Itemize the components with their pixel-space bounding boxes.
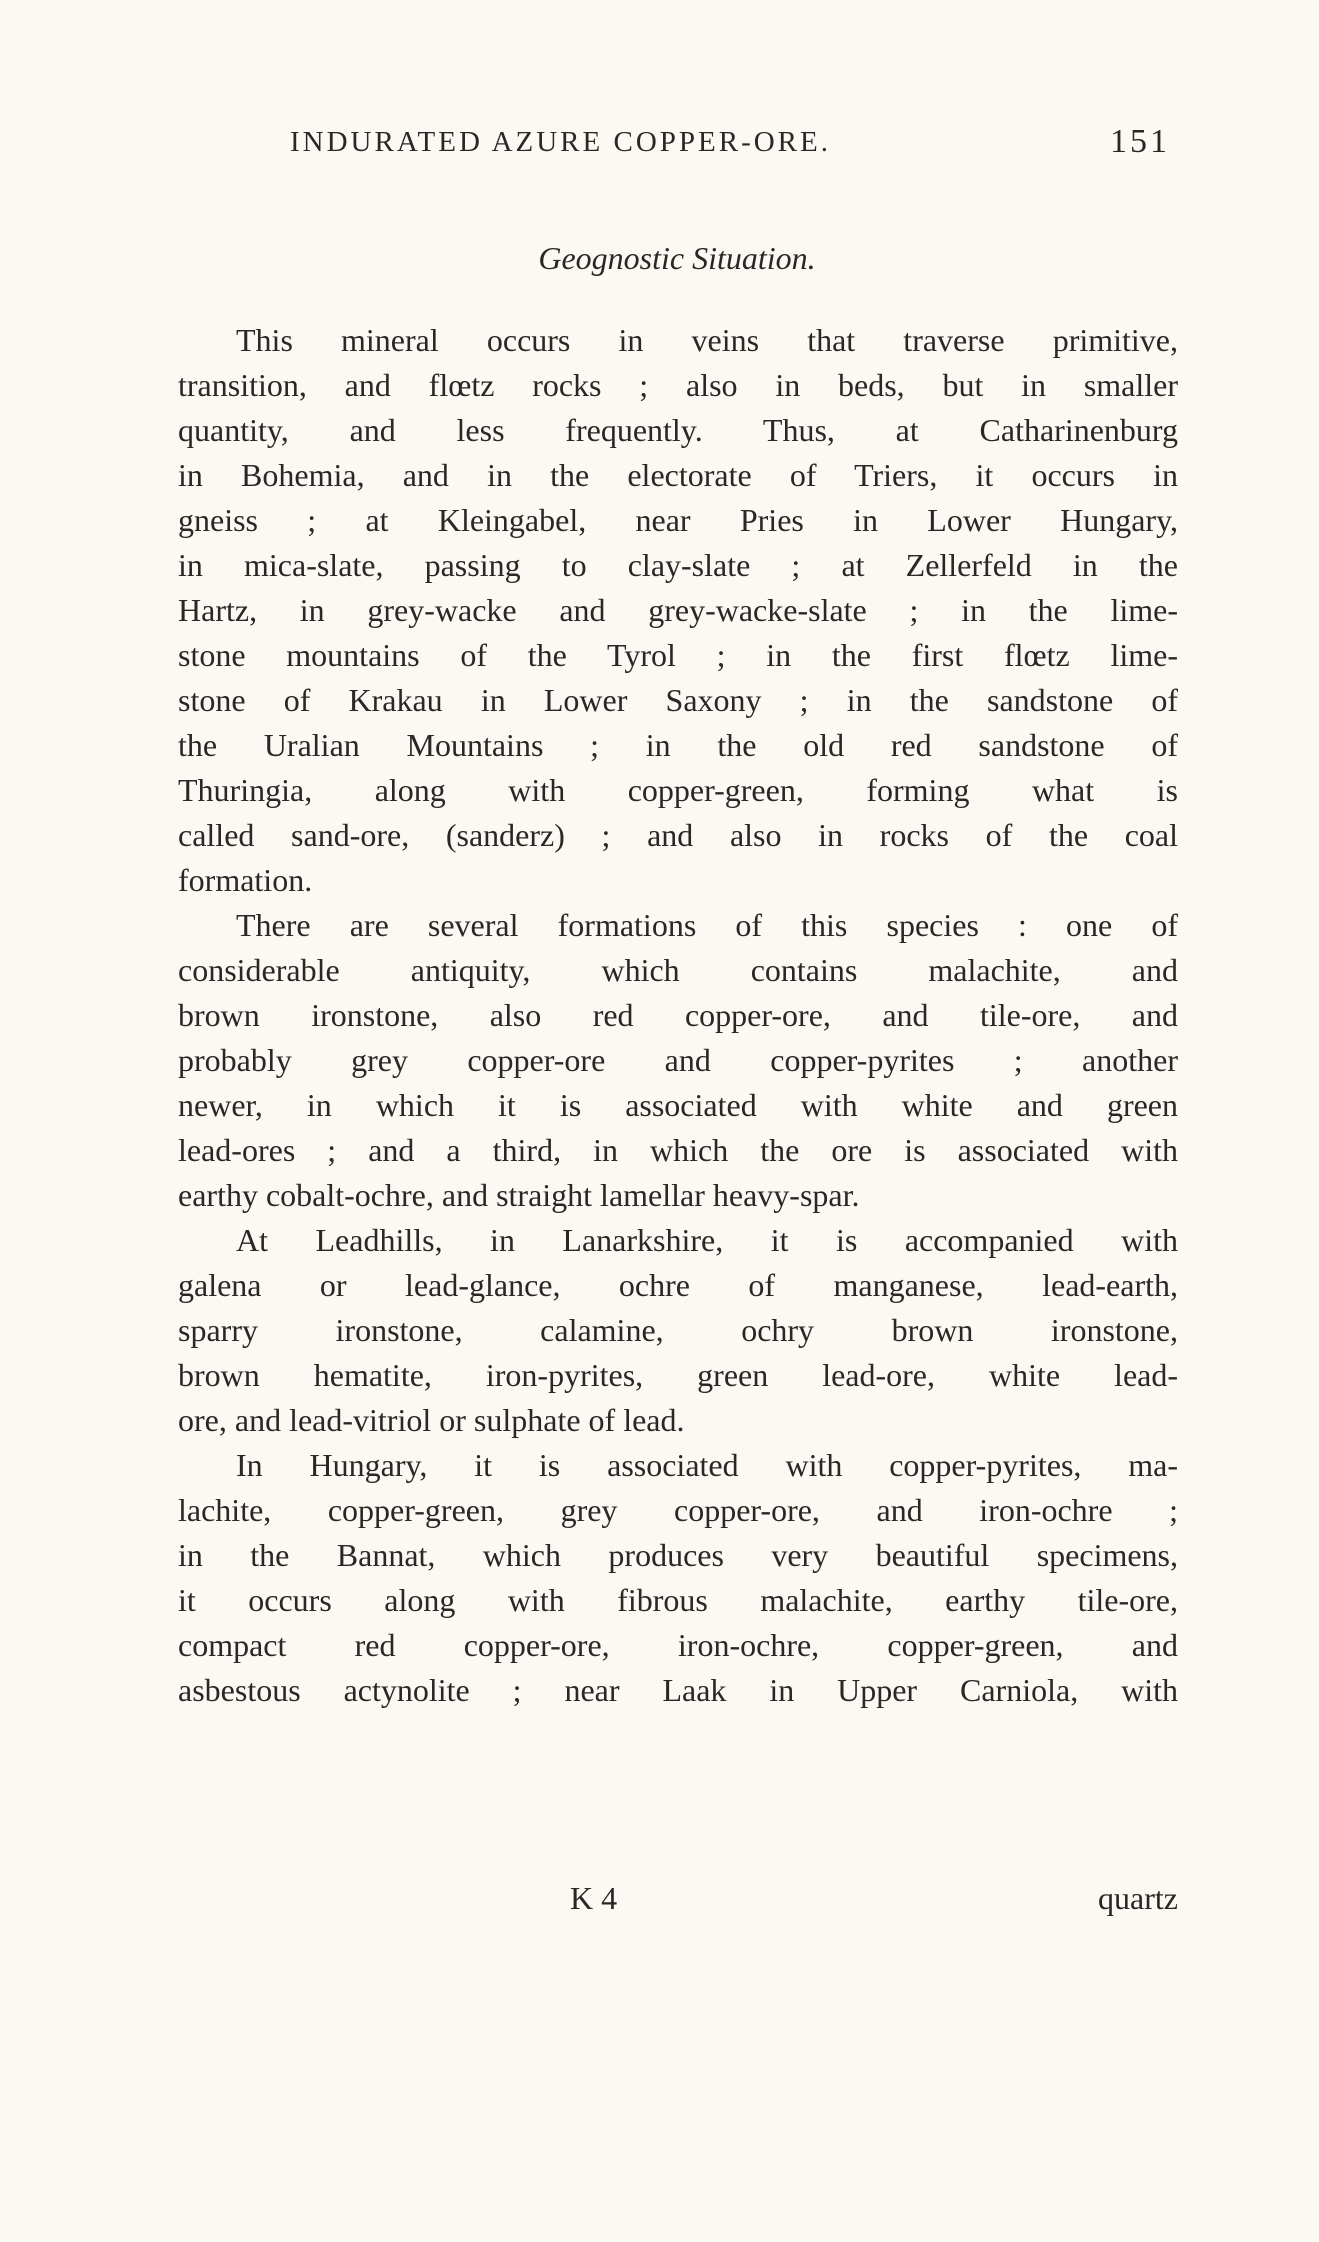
paragraph-leadhills [178, 1218, 1178, 1443]
paragraph-geognostic [178, 318, 1178, 903]
footer-row [178, 1876, 1178, 1921]
text-line: brown hematite, iron-pyrites, green lead-ore, white lead- [178, 1357, 1178, 1393]
text-line: At Leadhills, in Lanarkshire, it is accompanied with [236, 1222, 1178, 1258]
text-line: sparry ironstone, calamine, ochry brown ironstone, [178, 1312, 1178, 1348]
text-line: newer, in which it is associated with white and green [178, 1087, 1178, 1123]
text-line: in Bohemia, and in the electorate of Triers, it occurs in [178, 457, 1178, 493]
text-line: the Uralian Mountains ; in the old red sandstone of [178, 727, 1178, 763]
text-line: formation. [178, 862, 313, 898]
running-title: INDURATED AZURE COPPER-ORE. [290, 126, 831, 158]
text-line: brown ironstone, also red copper-ore, and tile-ore, and [178, 997, 1178, 1033]
text-line: quantity, and less frequently. Thus, at Catharinenburg [178, 412, 1178, 448]
text-line: There are several formations of this species : one of [236, 907, 1178, 943]
paragraph-hungary [178, 1443, 1178, 1713]
text-line: stone mountains of the Tyrol ; in the first flœtz lime- [178, 637, 1178, 673]
catchword: quartz [1098, 1880, 1178, 1916]
signature-mark: K 4 [570, 1880, 618, 1916]
text-line: This mineral occurs in veins that traverse primitive, [236, 322, 1178, 358]
text-line: asbestous actynolite ; near Laak in Upper Carniola, with [178, 1672, 1178, 1708]
text-line: called sand-ore, (sanderz) ; and also in rocks of the coal [178, 817, 1178, 853]
text-line: transition, and flœtz rocks ; also in beds, but in smaller [178, 367, 1178, 403]
body-text [178, 318, 1178, 2078]
text-line: stone of Krakau in Lower Saxony ; in the sandstone of [178, 682, 1178, 718]
text-line: gneiss ; at Kleingabel, near Pries in Lower Hungary, [178, 502, 1178, 538]
text-line: in mica-slate, passing to clay-slate ; at Zellerfeld in the [178, 547, 1178, 583]
text-line: earthy cobalt-ochre, and straight lamellar heavy-spar. [178, 1177, 860, 1213]
text-line: ore, and lead-vitriol or sulphate of lead. [178, 1402, 685, 1438]
text-line: lead-ores ; and a third, in which the ore is associated with [178, 1132, 1178, 1168]
paragraph-formations [178, 903, 1178, 1218]
text-line: lachite, copper-green, grey copper-ore, and iron-ochre ; [178, 1492, 1178, 1528]
text-line: Hartz, in grey-wacke and grey-wacke-slate ; in the lime- [178, 592, 1178, 628]
text-line: in the Bannat, which produces very beautiful specimens, [178, 1537, 1178, 1573]
text-line: compact red copper-ore, iron-ochre, copper-green, and [178, 1627, 1178, 1663]
text-line: galena or lead-glance, ochre of manganese, lead-earth, [178, 1267, 1178, 1303]
running-header [290, 122, 1170, 162]
section-heading: Geognostic Situation. [538, 240, 816, 276]
page-number: 151 [1110, 123, 1170, 160]
text-line: it occurs along with fibrous malachite, earthy tile-ore, [178, 1582, 1178, 1618]
text-line: In Hungary, it is associated with copper-pyrites, ma- [236, 1447, 1178, 1483]
text-line: probably grey copper-ore and copper-pyrites ; another [178, 1042, 1178, 1078]
text-line: Thuringia, along with copper-green, forming what is [178, 772, 1178, 808]
text-line: considerable antiquity, which contains malachite, and [178, 952, 1178, 988]
